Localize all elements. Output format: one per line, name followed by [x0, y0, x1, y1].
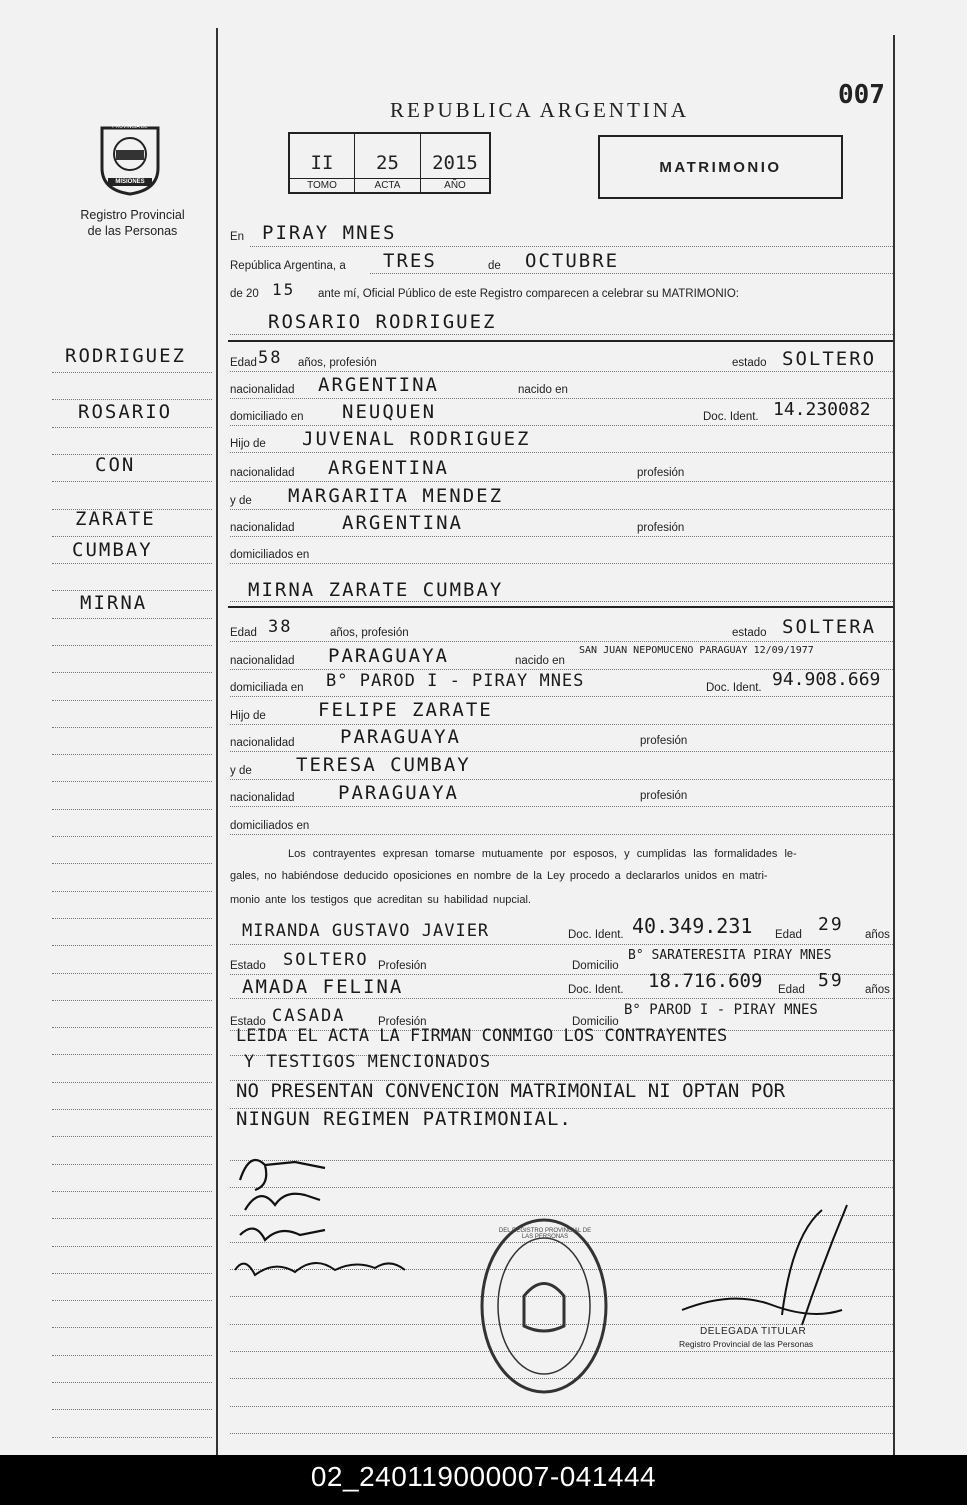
comparecen-text: ante mí, Oficial Público de este Registro comparecen a celebrar su MATRIMONIO: — [318, 288, 739, 300]
place-line — [250, 246, 893, 247]
seal-bottom-text: MISIONES — [115, 179, 145, 185]
bride-name-line — [230, 601, 893, 602]
margin-rule-line — [52, 1273, 212, 1274]
signatures — [225, 1140, 425, 1300]
margin-rule-line — [52, 1437, 212, 1438]
signature-rule-line — [230, 1433, 893, 1434]
margin-name-4: ZARATE — [75, 508, 156, 530]
margin-rule-line — [52, 427, 212, 428]
bride-mother-line — [230, 779, 893, 780]
margin-rule-line — [52, 1246, 212, 1247]
witness1-domicilio-label: Domicilio — [572, 960, 619, 972]
bride-mother: TERESA CUMBAY — [296, 754, 471, 776]
bride-domiciliados-line — [230, 834, 893, 835]
margin-rule-line — [52, 454, 212, 455]
bride-edad-label: Edad — [230, 627, 257, 639]
groom-divider — [228, 340, 893, 342]
witness2-profesion-label: Profesión — [378, 1016, 427, 1028]
official-stamp — [478, 1216, 610, 1396]
witness2-doc-label: Doc. Ident. — [568, 984, 624, 996]
signature-rule-line — [230, 1406, 893, 1407]
signature-1 — [240, 1160, 325, 1190]
margin-rule-line — [52, 372, 212, 373]
margin-rule-line — [52, 1300, 212, 1301]
year-suffix: 15 — [272, 280, 296, 299]
margin-name-6: MIRNA — [80, 592, 148, 614]
margin-rule-line — [52, 973, 212, 974]
witness2-domicilio-label: Domicilio — [572, 1016, 619, 1028]
bride-father-nacionalidad: PARAGUAYA — [340, 726, 461, 748]
groom-mother-nacionalidad: ARGENTINA — [342, 512, 463, 534]
day-value: TRES — [383, 250, 437, 272]
witness1-profesion-label: Profesión — [378, 960, 427, 972]
signature-3 — [240, 1229, 325, 1240]
groom-father-nac-label: nacionalidad — [230, 467, 295, 479]
margin-rule-line — [52, 399, 212, 400]
groom-edad-line — [230, 371, 893, 372]
bride-domiciliada-label: domiciliada en — [230, 682, 304, 694]
groom-name: ROSARIO RODRIGUEZ — [268, 311, 497, 333]
witness2-domicilio: B° PAROD I - PIRAY MNES — [624, 1002, 818, 1018]
bride-estado: SOLTERA — [782, 616, 877, 638]
groom-mother-nac-line — [230, 536, 893, 537]
bride-doc: 94.908.669 — [772, 669, 881, 690]
bride-hijo-label: Hijo de — [230, 710, 266, 722]
margin-rule-line — [52, 672, 212, 673]
official-title: DELEGADA TITULAR — [700, 1326, 807, 1337]
bride-mother-nacionalidad: PARAGUAYA — [338, 782, 459, 804]
signature-2 — [245, 1194, 320, 1210]
margin-rule-line — [52, 1382, 212, 1383]
groom-dom-line — [230, 425, 893, 426]
margin-name-1: RODRIGUEZ — [65, 345, 186, 367]
margin-rule-line — [52, 781, 212, 782]
witness2-estado-label: Estado — [230, 1016, 266, 1028]
groom-anos-profesion-label: años, profesión — [298, 357, 377, 369]
margin-rule-line — [52, 536, 212, 537]
bride-domicilio: B° PAROD I - PIRAY MNES — [326, 671, 585, 691]
registry-name-line1: Registro Provincial — [80, 208, 185, 222]
groom-father-prof-label: profesión — [637, 467, 685, 479]
bride-estado-label: estado — [732, 627, 767, 639]
acta-label: ACTA — [374, 180, 401, 191]
margin-rule-line — [52, 727, 212, 728]
bride-dom-line — [230, 696, 893, 697]
notes-line2: Y TESTIGOS MENCIONADOS — [244, 1052, 492, 1072]
bride-anos-profesion-label: años, profesión — [330, 627, 409, 639]
date-line — [370, 273, 893, 274]
notes-line1: LEIDA EL ACTA LA FIRMAN CONMIGO LOS CONTRAYENTES — [236, 1026, 728, 1046]
bride-father-line — [230, 724, 893, 725]
groom-hijo-label: Hijo de — [230, 438, 266, 450]
groom-mother-prof-label: profesión — [637, 522, 685, 534]
groom-domiciliados-label: domiciliados en — [230, 549, 310, 561]
margin-rule-line — [52, 700, 212, 701]
margin-rule-line — [52, 1027, 212, 1028]
witness1-name-line — [230, 944, 893, 945]
witness1-estado: SOLTERO — [283, 950, 369, 970]
witness2-edad-label: Edad — [778, 984, 805, 996]
bride-father-nac-line — [230, 751, 893, 752]
margin-rule-line — [52, 1000, 212, 1001]
margin-rule-line — [52, 563, 212, 564]
right-margin-rule — [893, 35, 895, 1455]
margin-rule-line — [52, 1327, 212, 1328]
margin-rule-line — [52, 590, 212, 591]
groom-mother: MARGARITA MENDEZ — [288, 485, 504, 507]
bride-nacionalidad: PARAGUAYA — [328, 645, 449, 667]
acta-value: 25 — [376, 152, 399, 174]
groom-mother-line — [230, 509, 893, 510]
seal-top-text: PROVINCIA DE — [112, 124, 148, 130]
groom-domicilio: NEUQUEN — [342, 401, 437, 423]
margin-name-3: CON — [95, 454, 136, 476]
groom-father-nac-line — [230, 481, 893, 482]
margin-rule-line — [52, 863, 212, 864]
margin-rule-line — [52, 1191, 212, 1192]
margin-rule-line — [52, 509, 212, 510]
statement-line1: Los contrayentes expresan tomarse mutuamente por esposos, y cumplidas las formalidades le- — [288, 848, 797, 860]
record-box — [288, 132, 491, 194]
year-prefix: de 20 — [230, 288, 259, 300]
margin-rule-line — [52, 481, 212, 482]
ano-value: 2015 — [432, 152, 478, 174]
notes-line4: NINGUN REGIMEN PATRIMONIAL. — [236, 1108, 572, 1130]
witness1-name: MIRANDA GUSTAVO JAVIER — [242, 921, 490, 941]
bride-nacionalidad-label: nacionalidad — [230, 655, 295, 667]
bride-edad-line — [230, 641, 893, 642]
witness1-edad-label: Edad — [775, 929, 802, 941]
bride-nacido: SAN JUAN NEPOMUCENO PARAGUAY 12/09/1977 — [579, 645, 814, 656]
bride-nacido-label: nacido en — [515, 655, 565, 667]
registry-name-line2: de las Personas — [87, 224, 178, 238]
margin-rule-line — [52, 1355, 212, 1356]
act-type: MATRIMONIO — [659, 159, 782, 176]
groom-nacionalidad: ARGENTINA — [318, 374, 439, 396]
tomo-value: II — [310, 152, 334, 174]
bride-name: MIRNA ZARATE CUMBAY — [248, 579, 504, 601]
notes-line3: NO PRESENTAN CONVENCION MATRIMONIAL NI OPTAN POR — [236, 1080, 786, 1102]
act-type-box — [598, 135, 843, 199]
groom-estado: SOLTERO — [782, 348, 877, 370]
margin-name-5: CUMBAY — [72, 539, 153, 561]
bride-domiciliados-label: domiciliados en — [230, 820, 310, 832]
bride-father-prof-label: profesión — [640, 735, 688, 747]
page-number: 007 — [838, 80, 885, 110]
groom-age: 58 — [258, 348, 283, 368]
en-label: En — [230, 231, 245, 243]
groom-domiciliado-label: domiciliado en — [230, 411, 304, 423]
witness1-age: 29 — [818, 914, 844, 935]
groom-name-line — [230, 334, 893, 335]
witness1-doc-label: Doc. Ident. — [568, 929, 624, 941]
bride-mother-nac-label: nacionalidad — [230, 792, 295, 804]
groom-nacido-label: nacido en — [518, 384, 568, 396]
witness2-estado: CASADA — [272, 1006, 346, 1026]
groom-father: JUVENAL RODRIGUEZ — [302, 428, 531, 450]
witness1-doc: 40.349.231 — [632, 914, 753, 938]
margin-rule-line — [52, 1082, 212, 1083]
margin-rule-line — [52, 1409, 212, 1410]
bride-divider — [228, 606, 893, 608]
margin-rule-line — [52, 618, 212, 619]
margin-name-2: ROSARIO — [78, 401, 173, 423]
margin-rule-line — [52, 836, 212, 837]
margin-rule-line — [52, 1109, 212, 1110]
margin-rule-line — [52, 945, 212, 946]
margin-rule-line — [52, 891, 212, 892]
groom-father-nacionalidad: ARGENTINA — [328, 457, 449, 479]
witness1-anos-label: años — [865, 929, 890, 941]
witness1-domicilio: B° SARATERESITA PIRAY MNES — [628, 948, 832, 963]
left-margin-rule — [216, 28, 218, 1455]
margin-rule-line — [52, 645, 212, 646]
margin-rule-line — [52, 1136, 212, 1137]
witness2-age: 59 — [818, 970, 844, 991]
signature-4 — [235, 1263, 405, 1275]
groom-mother-nac-label: nacionalidad — [230, 522, 295, 534]
ano-label: AÑO — [444, 180, 466, 191]
witness2-anos-label: años — [865, 984, 890, 996]
witness2-doc: 18.716.609 — [648, 970, 763, 992]
margin-rule-line — [52, 1054, 212, 1055]
margin-rule-line — [52, 918, 212, 919]
margin-rule-line — [52, 754, 212, 755]
bride-yde-label: y de — [230, 765, 252, 777]
witness1-estado-label: Estado — [230, 960, 266, 972]
groom-estado-label: estado — [732, 357, 767, 369]
bride-mother-prof-label: profesión — [640, 790, 688, 802]
document-code: 02_240119000007-041444 — [0, 1455, 967, 1505]
bride-father: FELIPE ZARATE — [318, 699, 493, 721]
official-subtitle: Registro Provincial de las Personas — [679, 1339, 814, 1349]
witness2-name-line — [230, 998, 893, 999]
bride-doc-label: Doc. Ident. — [706, 682, 762, 694]
place-value: PIRAY MNES — [262, 222, 397, 244]
bride-age: 38 — [268, 617, 293, 637]
margin-rule-line — [52, 1218, 212, 1219]
groom-nacionalidad-label: nacionalidad — [230, 384, 295, 396]
margin-rule-line — [52, 809, 212, 810]
groom-edad-label: Edad — [230, 357, 257, 369]
tomo-label: TOMO — [307, 180, 337, 191]
month-value: OCTUBRE — [525, 250, 620, 272]
statement-line3: monio ante los testigos que acreditan su habilidad nupcial. — [230, 894, 531, 906]
groom-doc-label: Doc. Ident. — [703, 411, 759, 423]
margin-rule-line — [52, 1164, 212, 1165]
de-label: de — [488, 260, 501, 272]
groom-father-line — [230, 452, 893, 453]
bride-father-nac-label: nacionalidad — [230, 737, 295, 749]
country-title: REPUBLICA ARGENTINA — [390, 98, 690, 122]
republica-label: República Argentina, a — [230, 260, 346, 272]
witness1-estado-line — [230, 974, 893, 975]
groom-yde-label: y de — [230, 495, 252, 507]
groom-doc: 14.230082 — [773, 399, 871, 420]
stamp-text: DEL REGISTRO PROVINCIAL DE LAS PERSONAS — [498, 1228, 592, 1240]
bride-mother-nac-line — [230, 806, 893, 807]
witness2-name: AMADA FELINA — [242, 976, 404, 998]
groom-domiciliados-line — [230, 563, 893, 564]
statement-line2: gales, no habiéndose deducido oposiciones en nombre de la Ley procedo a declararlos unidos en matri- — [230, 870, 768, 882]
